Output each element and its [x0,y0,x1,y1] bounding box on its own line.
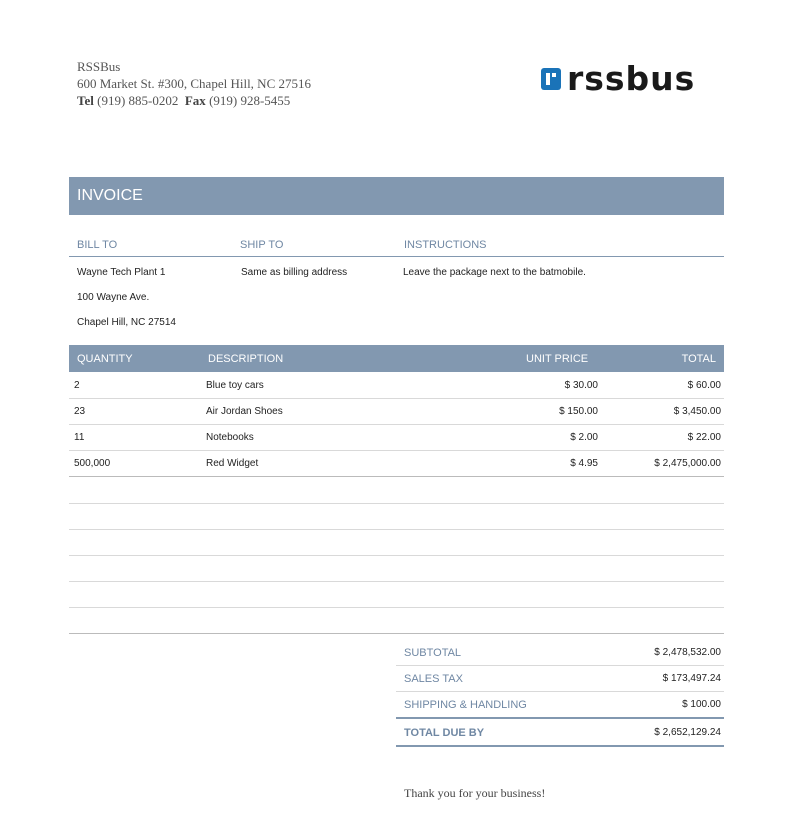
company-contact [77,92,311,109]
instructions-label: INSTRUCTIONS [404,239,487,251]
company-name: RSSBus [77,59,121,74]
sales-tax-row [396,665,724,692]
empty-row [69,607,724,634]
logo-mark-icon [541,68,561,90]
bill-to-line: Wayne Tech Plant 1 [77,267,166,278]
fax-label: Fax [184,93,206,108]
subtotal-row [396,639,724,666]
total-header: TOTAL [681,353,716,365]
section-divider [69,256,724,257]
total-due-row [396,719,724,747]
row-unit-price: $ 150.00 [559,406,598,417]
shipping-label: SHIPPING & HANDLING [404,699,527,711]
row-total: $ 3,450.00 [673,406,721,417]
ship-to-label: SHIP TO [240,239,284,251]
empty-row [69,529,724,556]
items-table-header [69,345,724,372]
row-quantity: 2 [74,380,80,391]
bill-to-line: Chapel Hill, NC 27514 [77,317,176,328]
subtotal-value: $ 2,478,532.00 [654,647,721,658]
empty-row [69,581,724,608]
row-description: Red Widget [206,458,259,469]
empty-row [69,477,724,504]
quantity-header: QUANTITY [77,353,133,365]
invoice-title-bar [69,177,724,215]
company-address: 600 Market St. #300, Chapel Hill, NC 27516 [77,76,311,91]
bill-to-line: 100 Wayne Ave. [77,292,150,303]
row-quantity: 500,000 [74,458,111,469]
row-total: $ 2,475,000.00 [654,458,721,469]
logo-text: rssbus [567,59,696,98]
shipping-value: $ 100.00 [682,699,721,710]
sales-tax-label: SALES TAX [404,673,463,685]
empty-row [69,503,724,530]
tel-label: Tel [77,93,94,108]
instructions-value: Leave the package next to the batmobile. [403,267,586,278]
row-description: Air Jordan Shoes [206,406,283,417]
row-description: Notebooks [206,432,254,443]
company-logo [541,59,711,98]
row-quantity: 11 [74,432,85,443]
table-row [69,450,724,477]
description-header: DESCRIPTION [208,353,284,365]
row-total: $ 60.00 [687,380,721,391]
total-due-value: $ 2,652,129.24 [654,727,721,738]
table-row [69,424,724,451]
table-row [69,398,724,425]
total-due-label: TOTAL DUE BY [404,727,485,739]
row-total: $ 22.00 [687,432,721,443]
invoice-title: INVOICE [77,187,143,204]
fax-number: (919) 928-5455 [209,93,291,108]
tel-number: (919) 885-0202 [97,93,179,108]
row-unit-price: $ 30.00 [564,380,598,391]
empty-row [69,555,724,582]
shipping-row [396,691,724,719]
row-quantity: 23 [74,406,86,417]
ship-to-value: Same as billing address [241,267,348,278]
bill-to-label: BILL TO [77,239,118,251]
thank-you-note: Thank you for your business! [404,786,546,800]
table-row [69,372,724,399]
row-unit-price: $ 2.00 [570,432,598,443]
unit-price-header: UNIT PRICE [526,353,589,365]
sales-tax-value: $ 173,497.24 [662,673,721,684]
row-description: Blue toy cars [206,380,264,391]
company-info [77,58,311,109]
row-unit-price: $ 4.95 [570,458,598,469]
subtotal-label: SUBTOTAL [404,647,462,659]
